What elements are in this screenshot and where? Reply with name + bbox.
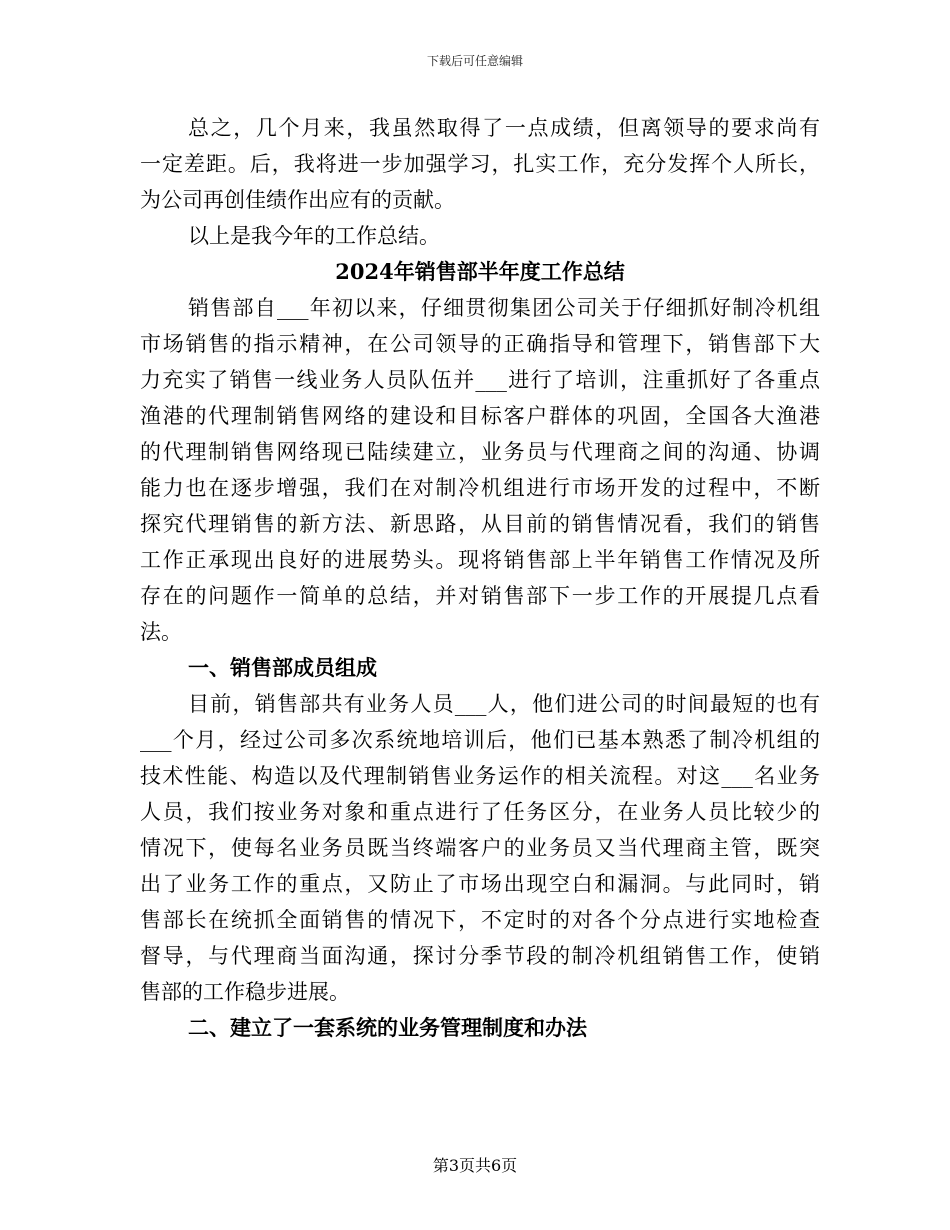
text-line: 能力也在逐步增强，我们在对制冷机组进行市场开发的过程中，不断 bbox=[140, 476, 820, 500]
text-line: 法。 bbox=[140, 620, 182, 644]
page-footer: 第3页共6页 bbox=[432, 1156, 518, 1175]
section-heading bbox=[140, 650, 820, 686]
text-line: 技术性能、构造以及代理制销售业务运作的相关流程。对这___名业务 bbox=[140, 764, 820, 788]
text-line: 二、建立了一套系统的业务管理制度和办法 bbox=[188, 1015, 587, 1040]
paragraph bbox=[140, 686, 820, 1010]
page-header: 下载后可任意编辑 bbox=[426, 54, 523, 68]
text-line: 出了业务工作的重点，又防止了市场出现空白和漏洞。与此同时，销 bbox=[140, 872, 820, 896]
text-line: 的代理制销售网络现已陆续建立，业务员与代理商之间的沟通、协调 bbox=[140, 440, 820, 464]
text-line: 总之，几个月来，我虽然取得了一点成绩，但离领导的要求尚有 bbox=[188, 116, 820, 140]
text-line: 目前，销售部共有业务人员___人，他们进公司的时间最短的也有 bbox=[188, 692, 820, 716]
text-line: 一定差距。后，我将进一步加强学习，扎实工作，充分发挥个人所长， bbox=[140, 152, 820, 176]
text-line: 售部的工作稳步进展。 bbox=[140, 980, 350, 1004]
text-line: 为公司再创佳绩作出应有的贡献。 bbox=[140, 188, 455, 212]
text-line: 一、销售部成员组成 bbox=[188, 655, 377, 680]
text-line: 力充实了销售一线业务人员队伍并___进行了培训，注重抓好了各重点 bbox=[140, 368, 820, 392]
text-line: 存在的问题作一简单的总结，并对销售部下一步工作的开展提几点看 bbox=[140, 584, 820, 608]
text-line: 2024年销售部半年度工作总结 bbox=[335, 259, 625, 284]
text-line: 售部长在统抓全面销售的情况下，不定时的对各个分点进行实地检查 bbox=[140, 908, 820, 932]
text-line: 探究代理销售的新方法、新思路，从目前的销售情况看，我们的销售 bbox=[140, 512, 820, 536]
text-line: 市场销售的指示精神，在公司领导的正确指导和管理下，销售部下大 bbox=[140, 332, 820, 356]
text-line: 工作正承现出良好的进展势头。现将销售部上半年销售工作情况及所 bbox=[140, 548, 820, 572]
text-line: ___个月，经过公司多次系统地培训后，他们已基本熟悉了制冷机组的 bbox=[140, 728, 820, 752]
text-line: 销售部自___年初以来，仔细贯彻集团公司关于仔细抓好制冷机组 bbox=[188, 296, 820, 320]
document-body bbox=[140, 110, 820, 1046]
paragraph bbox=[140, 110, 820, 218]
text-line: 情况下，使每名业务员既当终端客户的业务员又当代理商主管，既突 bbox=[140, 836, 820, 860]
section-heading bbox=[140, 1010, 820, 1046]
text-line: 以上是我今年的工作总结。 bbox=[188, 224, 440, 248]
text-line: 渔港的代理制销售网络的建设和目标客户群体的巩固，全国各大渔港 bbox=[140, 404, 820, 428]
text-line: 人员，我们按业务对象和重点进行了任务区分，在业务人员比较少的 bbox=[140, 800, 820, 824]
text-line: 督导，与代理商当面沟通，探讨分季节段的制冷机组销售工作，使销 bbox=[140, 944, 820, 968]
document-title bbox=[140, 254, 820, 290]
paragraph bbox=[140, 290, 820, 650]
paragraph bbox=[140, 218, 820, 254]
